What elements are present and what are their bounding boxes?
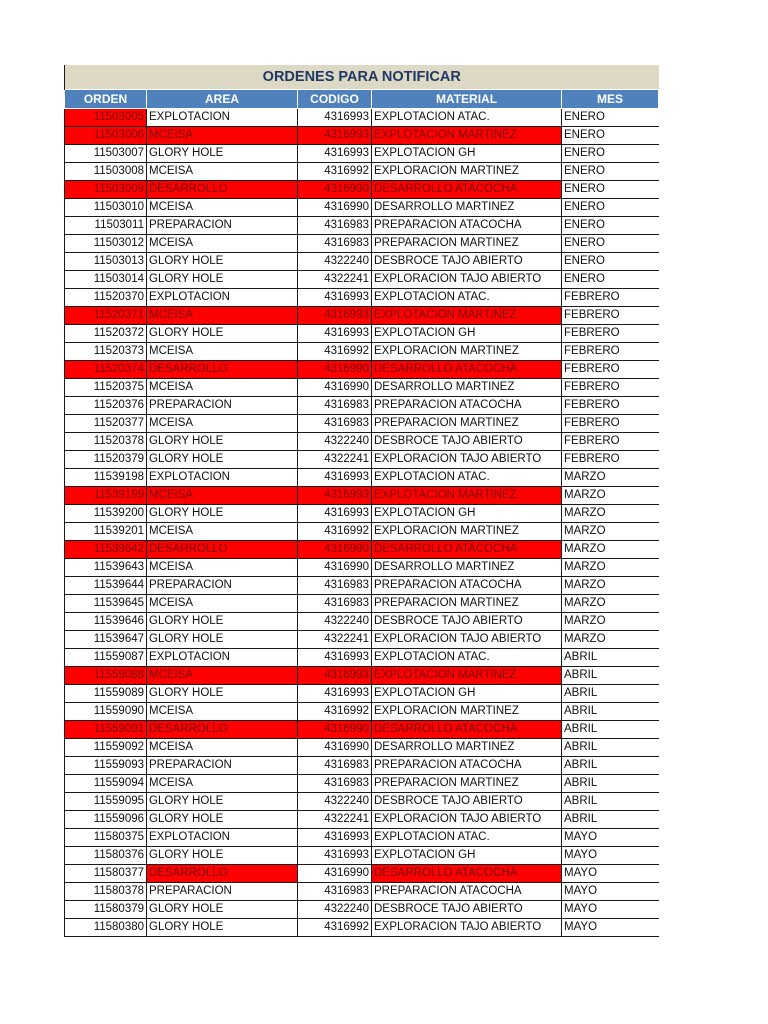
cell-area[interactable]: DESARROLLO	[147, 865, 298, 883]
cell-mes[interactable]: ABRIL	[562, 703, 659, 721]
cell-orden[interactable]: 11520373	[65, 343, 147, 361]
cell-codigo[interactable]: 4316993	[298, 649, 372, 667]
cell-material[interactable]: EXPLORACION MARTINEZ	[372, 703, 562, 721]
cell-codigo[interactable]: 4316990	[298, 865, 372, 883]
cell-codigo[interactable]: 4322240	[298, 253, 372, 271]
cell-material[interactable]: EXPLORACION MARTINEZ	[372, 343, 562, 361]
cell-area[interactable]: MCEISA	[147, 127, 298, 145]
table-row	[65, 793, 659, 811]
cell-codigo[interactable]: 4316983	[298, 217, 372, 235]
table-row	[65, 649, 659, 667]
cell-mes[interactable]: FEBRERO	[562, 433, 659, 451]
cell-area[interactable]: MCEISA	[147, 163, 298, 181]
cell-mes[interactable]: MARZO	[562, 505, 659, 523]
cell-mes[interactable]: MARZO	[562, 577, 659, 595]
cell-material[interactable]: EXPLORACION TAJO ABIERTO	[372, 919, 562, 937]
cell-mes[interactable]: ENERO	[562, 127, 659, 145]
cell-codigo[interactable]: 4316990	[298, 379, 372, 397]
cell-codigo[interactable]: 4316990	[298, 739, 372, 757]
cell-area[interactable]: EXPLOTACION	[147, 289, 298, 307]
cell-material[interactable]: EXPLOTACION ATAC.	[372, 829, 562, 847]
table-row	[65, 343, 659, 361]
cell-material[interactable]: EXPLOTACION MARTINEZ	[372, 487, 562, 505]
cell-area[interactable]: GLORY HOLE	[147, 253, 298, 271]
cell-orden[interactable]: 11580378	[65, 883, 147, 901]
cell-codigo[interactable]: 4322241	[298, 271, 372, 289]
cell-codigo[interactable]: 4316993	[298, 307, 372, 325]
cell-codigo[interactable]: 4316983	[298, 415, 372, 433]
cell-codigo[interactable]: 4316990	[298, 361, 372, 379]
cell-area[interactable]: GLORY HOLE	[147, 847, 298, 865]
table-row	[65, 865, 659, 883]
cell-material[interactable]: DESBROCE TAJO ABIERTO	[372, 793, 562, 811]
cell-orden[interactable]: 11503011	[65, 217, 147, 235]
cell-area[interactable]: DESARROLLO	[147, 181, 298, 199]
cell-material[interactable]: EXPLOTACION GH	[372, 145, 562, 163]
cell-mes[interactable]: MAYO	[562, 829, 659, 847]
table-row	[65, 631, 659, 649]
table-row	[65, 505, 659, 523]
cell-material[interactable]: PREPARACION ATACOCHA	[372, 577, 562, 595]
orders-table	[64, 65, 659, 937]
cell-mes[interactable]: ENERO	[562, 109, 659, 127]
cell-mes[interactable]: MAYO	[562, 883, 659, 901]
table-row	[65, 163, 659, 181]
cell-mes[interactable]: ENERO	[562, 217, 659, 235]
cell-mes[interactable]: ENERO	[562, 235, 659, 253]
cell-mes[interactable]: FEBRERO	[562, 451, 659, 469]
cell-orden[interactable]: 11539199	[65, 487, 147, 505]
cell-mes[interactable]: ENERO	[562, 199, 659, 217]
cell-mes[interactable]: ENERO	[562, 271, 659, 289]
cell-orden[interactable]: 11559092	[65, 739, 147, 757]
table-row	[65, 271, 659, 289]
cell-material[interactable]: DESARROLLO MARTINEZ	[372, 379, 562, 397]
cell-codigo[interactable]: 4316983	[298, 775, 372, 793]
cell-codigo[interactable]: 4316993	[298, 325, 372, 343]
cell-area[interactable]: GLORY HOLE	[147, 271, 298, 289]
cell-area[interactable]: PREPARACION	[147, 217, 298, 235]
column-header-orden: ORDEN	[65, 90, 147, 109]
cell-orden[interactable]: 11580375	[65, 829, 147, 847]
cell-codigo[interactable]: 4316990	[298, 199, 372, 217]
cell-area[interactable]: MCEISA	[147, 307, 298, 325]
cell-codigo[interactable]: 4316983	[298, 883, 372, 901]
cell-area[interactable]: MCEISA	[147, 199, 298, 217]
cell-codigo[interactable]: 4316993	[298, 685, 372, 703]
cell-codigo[interactable]: 4316983	[298, 757, 372, 775]
cell-codigo[interactable]: 4322240	[298, 901, 372, 919]
cell-mes[interactable]: MARZO	[562, 559, 659, 577]
cell-area[interactable]: DESARROLLO	[147, 721, 298, 739]
cell-codigo[interactable]: 4316992	[298, 703, 372, 721]
cell-mes[interactable]: ABRIL	[562, 757, 659, 775]
cell-material[interactable]: PREPARACION MARTINEZ	[372, 595, 562, 613]
cell-area[interactable]: MCEISA	[147, 703, 298, 721]
cell-orden[interactable]: 11539200	[65, 505, 147, 523]
cell-orden[interactable]: 11580377	[65, 865, 147, 883]
cell-orden[interactable]: 11559093	[65, 757, 147, 775]
cell-orden[interactable]: 11520376	[65, 397, 147, 415]
table-row	[65, 415, 659, 433]
column-header-codigo: CODIGO	[298, 90, 372, 109]
cell-mes[interactable]: MAYO	[562, 901, 659, 919]
cell-orden[interactable]: 11520371	[65, 307, 147, 325]
table-row	[65, 901, 659, 919]
table-row	[65, 235, 659, 253]
cell-mes[interactable]: FEBRERO	[562, 289, 659, 307]
cell-area[interactable]: DESARROLLO	[147, 541, 298, 559]
cell-area[interactable]: GLORY HOLE	[147, 901, 298, 919]
table-row	[65, 325, 659, 343]
cell-material[interactable]: DESBROCE TAJO ABIERTO	[372, 253, 562, 271]
cell-area[interactable]: EXPLOTACION	[147, 829, 298, 847]
cell-material[interactable]: DESARROLLO ATACOCHA	[372, 541, 562, 559]
column-header-mes: MES	[562, 90, 659, 109]
header-row	[65, 90, 659, 109]
cell-codigo[interactable]: 4316993	[298, 289, 372, 307]
title-row	[65, 65, 659, 90]
cell-material[interactable]: EXPLOTACION MARTINEZ	[372, 667, 562, 685]
cell-area[interactable]: MCEISA	[147, 415, 298, 433]
cell-mes[interactable]: ABRIL	[562, 793, 659, 811]
table-row	[65, 613, 659, 631]
table-row	[65, 847, 659, 865]
cell-material[interactable]: EXPLOTACION GH	[372, 325, 562, 343]
cell-area[interactable]: GLORY HOLE	[147, 631, 298, 649]
cell-material[interactable]: DESARROLLO ATACOCHA	[372, 181, 562, 199]
cell-material[interactable]: PREPARACION MARTINEZ	[372, 235, 562, 253]
cell-codigo[interactable]: 4316993	[298, 109, 372, 127]
cell-mes[interactable]: ABRIL	[562, 721, 659, 739]
table-row	[65, 577, 659, 595]
cell-codigo[interactable]: 4316993	[298, 505, 372, 523]
cell-material[interactable]: DESBROCE TAJO ABIERTO	[372, 433, 562, 451]
cell-material[interactable]: DESARROLLO MARTINEZ	[372, 739, 562, 757]
cell-codigo[interactable]: 4316990	[298, 721, 372, 739]
cell-codigo[interactable]: 4316983	[298, 235, 372, 253]
cell-mes[interactable]: MARZO	[562, 523, 659, 541]
cell-area[interactable]: DESARROLLO	[147, 361, 298, 379]
cell-area[interactable]: MCEISA	[147, 523, 298, 541]
cell-mes[interactable]: ABRIL	[562, 811, 659, 829]
cell-material[interactable]: PREPARACION ATACOCHA	[372, 757, 562, 775]
cell-orden[interactable]: 11503006	[65, 127, 147, 145]
cell-orden[interactable]: 11539642	[65, 541, 147, 559]
cell-area[interactable]: PREPARACION	[147, 883, 298, 901]
cell-mes[interactable]: MARZO	[562, 541, 659, 559]
sheet-title: ORDENES PARA NOTIFICAR	[65, 65, 659, 90]
cell-orden[interactable]: 11539201	[65, 523, 147, 541]
cell-mes[interactable]: MARZO	[562, 469, 659, 487]
cell-codigo[interactable]: 4316990	[298, 541, 372, 559]
cell-codigo[interactable]: 4316990	[298, 181, 372, 199]
cell-orden[interactable]: 11520377	[65, 415, 147, 433]
cell-area[interactable]: GLORY HOLE	[147, 451, 298, 469]
table-row	[65, 451, 659, 469]
cell-area[interactable]: MCEISA	[147, 487, 298, 505]
cell-codigo[interactable]: 4316992	[298, 523, 372, 541]
cell-area[interactable]: GLORY HOLE	[147, 433, 298, 451]
cell-codigo[interactable]: 4322240	[298, 433, 372, 451]
table-body	[65, 109, 659, 937]
cell-orden[interactable]: 11580380	[65, 919, 147, 937]
table-row	[65, 685, 659, 703]
cell-mes[interactable]: FEBRERO	[562, 415, 659, 433]
cell-area[interactable]: MCEISA	[147, 559, 298, 577]
cell-orden[interactable]: 11559094	[65, 775, 147, 793]
cell-area[interactable]: GLORY HOLE	[147, 145, 298, 163]
cell-orden[interactable]: 11539647	[65, 631, 147, 649]
cell-mes[interactable]: ABRIL	[562, 667, 659, 685]
table-row	[65, 559, 659, 577]
table-row	[65, 487, 659, 505]
cell-orden[interactable]: 11520378	[65, 433, 147, 451]
cell-mes[interactable]: ENERO	[562, 253, 659, 271]
cell-area[interactable]: GLORY HOLE	[147, 919, 298, 937]
table-row	[65, 919, 659, 937]
cell-codigo[interactable]: 4316993	[298, 469, 372, 487]
table-row	[65, 109, 659, 127]
cell-orden[interactable]: 11559095	[65, 793, 147, 811]
cell-codigo[interactable]: 4316993	[298, 847, 372, 865]
cell-material[interactable]: EXPLORACION TAJO ABIERTO	[372, 271, 562, 289]
cell-material[interactable]: PREPARACION ATACOCHA	[372, 883, 562, 901]
table-row	[65, 361, 659, 379]
cell-orden[interactable]: 11520372	[65, 325, 147, 343]
column-header-area: AREA	[147, 90, 298, 109]
table-row	[65, 181, 659, 199]
cell-codigo[interactable]: 4316993	[298, 145, 372, 163]
cell-mes[interactable]: MAYO	[562, 919, 659, 937]
cell-orden[interactable]: 11520374	[65, 361, 147, 379]
cell-area[interactable]: EXPLOTACION	[147, 109, 298, 127]
cell-orden[interactable]: 11520375	[65, 379, 147, 397]
cell-orden[interactable]: 11539644	[65, 577, 147, 595]
table-row	[65, 739, 659, 757]
column-header-material: MATERIAL	[372, 90, 562, 109]
cell-orden[interactable]: 11559087	[65, 649, 147, 667]
cell-material[interactable]: EXPLORACION TAJO ABIERTO	[372, 811, 562, 829]
cell-area[interactable]: MCEISA	[147, 739, 298, 757]
cell-codigo[interactable]: 4316993	[298, 127, 372, 145]
cell-orden[interactable]: 11539198	[65, 469, 147, 487]
cell-area[interactable]: MCEISA	[147, 775, 298, 793]
cell-orden[interactable]: 11559088	[65, 667, 147, 685]
cell-area[interactable]: PREPARACION	[147, 397, 298, 415]
cell-codigo[interactable]: 4322240	[298, 793, 372, 811]
cell-codigo[interactable]: 4322240	[298, 613, 372, 631]
cell-orden[interactable]: 11503013	[65, 253, 147, 271]
cell-material[interactable]: EXPLOTACION GH	[372, 847, 562, 865]
cell-material[interactable]: PREPARACION ATACOCHA	[372, 397, 562, 415]
cell-orden[interactable]: 11539645	[65, 595, 147, 613]
cell-codigo[interactable]: 4316993	[298, 667, 372, 685]
cell-codigo[interactable]: 4316983	[298, 397, 372, 415]
cell-codigo[interactable]: 4316993	[298, 829, 372, 847]
table-row	[65, 397, 659, 415]
cell-mes[interactable]: MAYO	[562, 847, 659, 865]
table-row	[65, 307, 659, 325]
cell-orden[interactable]: 11503012	[65, 235, 147, 253]
cell-codigo[interactable]: 4316992	[298, 163, 372, 181]
cell-area[interactable]: MCEISA	[147, 595, 298, 613]
cell-orden[interactable]: 11503010	[65, 199, 147, 217]
cell-orden[interactable]: 11580376	[65, 847, 147, 865]
cell-area[interactable]: MCEISA	[147, 379, 298, 397]
cell-material[interactable]: EXPLOTACION MARTINEZ	[372, 127, 562, 145]
cell-codigo[interactable]: 4316983	[298, 595, 372, 613]
cell-orden[interactable]: 11520370	[65, 289, 147, 307]
cell-mes[interactable]: MARZO	[562, 595, 659, 613]
cell-orden[interactable]: 11559091	[65, 721, 147, 739]
cell-orden[interactable]: 11503007	[65, 145, 147, 163]
cell-codigo[interactable]: 4316983	[298, 577, 372, 595]
cell-area[interactable]: GLORY HOLE	[147, 685, 298, 703]
cell-area[interactable]: MCEISA	[147, 667, 298, 685]
cell-material[interactable]: DESARROLLO MARTINEZ	[372, 199, 562, 217]
cell-mes[interactable]: ENERO	[562, 163, 659, 181]
cell-area[interactable]: MCEISA	[147, 235, 298, 253]
cell-material[interactable]: EXPLOTACION ATAC.	[372, 469, 562, 487]
cell-material[interactable]: EXPLORACION MARTINEZ	[372, 163, 562, 181]
table-row	[65, 199, 659, 217]
cell-material[interactable]: EXPLOTACION ATAC.	[372, 289, 562, 307]
cell-mes[interactable]: ABRIL	[562, 649, 659, 667]
cell-orden[interactable]: 11503008	[65, 163, 147, 181]
cell-codigo[interactable]: 4322241	[298, 631, 372, 649]
cell-area[interactable]: EXPLOTACION	[147, 649, 298, 667]
cell-mes[interactable]: ENERO	[562, 181, 659, 199]
cell-mes[interactable]: MARZO	[562, 631, 659, 649]
table-row	[65, 145, 659, 163]
table-row	[65, 829, 659, 847]
cell-material[interactable]: DESARROLLO ATACOCHA	[372, 865, 562, 883]
cell-mes[interactable]: MARZO	[562, 613, 659, 631]
cell-material[interactable]: PREPARACION MARTINEZ	[372, 415, 562, 433]
cell-codigo[interactable]: 4322241	[298, 811, 372, 829]
cell-mes[interactable]: ABRIL	[562, 775, 659, 793]
cell-codigo[interactable]: 4316992	[298, 919, 372, 937]
cell-area[interactable]: GLORY HOLE	[147, 325, 298, 343]
cell-material[interactable]: EXPLOTACION GH	[372, 505, 562, 523]
cell-material[interactable]: DESBROCE TAJO ABIERTO	[372, 613, 562, 631]
cell-mes[interactable]: ENERO	[562, 145, 659, 163]
table-row	[65, 667, 659, 685]
cell-orden[interactable]: 11559089	[65, 685, 147, 703]
cell-orden[interactable]: 11559090	[65, 703, 147, 721]
cell-material[interactable]: EXPLORACION MARTINEZ	[372, 523, 562, 541]
table-row	[65, 757, 659, 775]
cell-area[interactable]: GLORY HOLE	[147, 793, 298, 811]
cell-mes[interactable]: FEBRERO	[562, 379, 659, 397]
cell-orden[interactable]: 11539646	[65, 613, 147, 631]
cell-area[interactable]: PREPARACION	[147, 757, 298, 775]
cell-codigo[interactable]: 4316990	[298, 559, 372, 577]
table-row	[65, 469, 659, 487]
cell-material[interactable]: EXPLORACION TAJO ABIERTO	[372, 451, 562, 469]
cell-area[interactable]: MCEISA	[147, 343, 298, 361]
cell-material[interactable]: EXPLOTACION MARTINEZ	[372, 307, 562, 325]
table-row	[65, 289, 659, 307]
cell-orden[interactable]: 11559096	[65, 811, 147, 829]
cell-orden[interactable]: 11503014	[65, 271, 147, 289]
table-row	[65, 811, 659, 829]
cell-mes[interactable]: FEBRERO	[562, 397, 659, 415]
table-row	[65, 703, 659, 721]
cell-area[interactable]: EXPLOTACION	[147, 469, 298, 487]
cell-orden[interactable]: 11503005	[65, 109, 147, 127]
cell-material[interactable]: DESARROLLO ATACOCHA	[372, 361, 562, 379]
cell-mes[interactable]: MAYO	[562, 865, 659, 883]
cell-material[interactable]: DESARROLLO ATACOCHA	[372, 721, 562, 739]
cell-mes[interactable]: FEBRERO	[562, 307, 659, 325]
table-row	[65, 595, 659, 613]
cell-orden[interactable]: 11503009	[65, 181, 147, 199]
table-row	[65, 217, 659, 235]
cell-material[interactable]: EXPLOTACION ATAC.	[372, 649, 562, 667]
table-row	[65, 541, 659, 559]
cell-orden[interactable]: 11539643	[65, 559, 147, 577]
cell-area[interactable]: GLORY HOLE	[147, 811, 298, 829]
cell-area[interactable]: GLORY HOLE	[147, 505, 298, 523]
table-row	[65, 883, 659, 901]
cell-area[interactable]: PREPARACION	[147, 577, 298, 595]
cell-material[interactable]: DESARROLLO MARTINEZ	[372, 559, 562, 577]
cell-material[interactable]: EXPLOTACION ATAC.	[372, 109, 562, 127]
cell-mes[interactable]: MARZO	[562, 487, 659, 505]
cell-material[interactable]: PREPARACION ATACOCHA	[372, 217, 562, 235]
table-row	[65, 775, 659, 793]
table-row	[65, 253, 659, 271]
cell-material[interactable]: PREPARACION MARTINEZ	[372, 775, 562, 793]
table-row	[65, 433, 659, 451]
cell-codigo[interactable]: 4322241	[298, 451, 372, 469]
cell-mes[interactable]: ABRIL	[562, 739, 659, 757]
cell-mes[interactable]: FEBRERO	[562, 325, 659, 343]
cell-orden[interactable]: 11580379	[65, 901, 147, 919]
table-row	[65, 721, 659, 739]
table-row	[65, 127, 659, 145]
cell-material[interactable]: EXPLOTACION GH	[372, 685, 562, 703]
table-row	[65, 523, 659, 541]
cell-mes[interactable]: ABRIL	[562, 685, 659, 703]
cell-material[interactable]: EXPLORACION TAJO ABIERTO	[372, 631, 562, 649]
cell-area[interactable]: GLORY HOLE	[147, 613, 298, 631]
cell-material[interactable]: DESBROCE TAJO ABIERTO	[372, 901, 562, 919]
cell-codigo[interactable]: 4316992	[298, 343, 372, 361]
table-row	[65, 379, 659, 397]
cell-mes[interactable]: FEBRERO	[562, 343, 659, 361]
cell-codigo[interactable]: 4316993	[298, 487, 372, 505]
cell-mes[interactable]: FEBRERO	[562, 361, 659, 379]
cell-orden[interactable]: 11520379	[65, 451, 147, 469]
